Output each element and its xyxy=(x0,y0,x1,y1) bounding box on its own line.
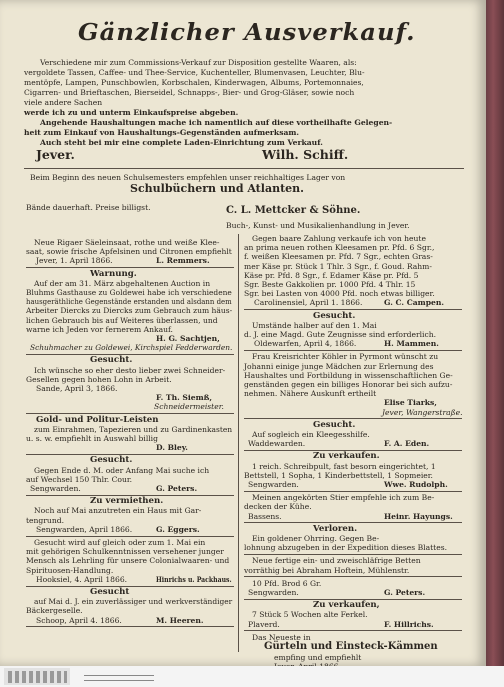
ad-heading: Gold- und Politur-Leisten xyxy=(36,414,159,425)
ad-signature-sub: Schuhmacher zu Goldewei, Kirchspiel Fedderwarden. xyxy=(30,343,233,353)
ad-text-line: Bäckergeselle. xyxy=(26,606,83,616)
ad-date: Sengwarden, April 1866. xyxy=(36,524,133,534)
ad-text-line: vorräthig bei Abraham Hoftein, Mühlenstr. xyxy=(244,565,410,575)
ad-text-line: u. s. w. empfiehlt in Auswahl billig xyxy=(26,434,158,443)
ad-signature: F. A. Eden. xyxy=(384,439,430,449)
ad-text-line: empfing und empfiehlt xyxy=(274,653,362,663)
divider xyxy=(24,168,464,169)
column-divider xyxy=(238,234,239,652)
intro-line: mentöpfe, Lampen, Punschbowlen, Korbschalen, Kinderwagen, Albums, Portemonnaies, xyxy=(24,78,364,87)
ad-text-line: genständen gegen ein billiges Honorar bei sich aufzu- xyxy=(244,380,453,389)
ad-signature: Hinrichs u. Packhaus. xyxy=(156,574,232,584)
divider xyxy=(26,267,234,268)
ad-heading: Zu verkaufen, xyxy=(313,600,380,611)
divider xyxy=(26,626,234,627)
ad-place: Plaverd. xyxy=(248,619,280,629)
ad-text-line: Bluhms Gasthause zu Goldewei habe ich verschiedene xyxy=(26,288,232,297)
ad-text-line: hausgeräthliche Gegenstände erstanden und alsdann dem xyxy=(26,297,232,307)
ad-signature: L. Remmers. xyxy=(156,256,210,266)
ad-signature: D. Bley. xyxy=(156,443,188,453)
divider xyxy=(244,350,462,351)
ad-text-line: warne ich Jeden vor fernerem Ankauf. xyxy=(26,324,173,334)
ad-date: Sande, April 3, 1866. xyxy=(36,384,118,393)
schoolbooks-headline: Schulbüchern und Atlanten. xyxy=(130,182,304,195)
ad-text-line: 10 Pfd. Brod 6 Gr. xyxy=(252,578,322,588)
ad-text-line: Gegen Ende d. M. oder Anfang Mai suche ich xyxy=(34,465,210,475)
intro-line: vergoldete Tassen, Caffee- und Thee-Service, Kuchenteller, Blumenvasen, Leuchter, Blu- xyxy=(24,68,365,77)
ad-text-line: f. weißen Kleesamen pr. Pfd. 7 Sgr., echten Gras- xyxy=(244,252,433,262)
ad-text-line: Sgr. Beste Gakkolien pr. 1000 Pfd. 4 Thlr. 15 xyxy=(244,280,416,289)
ad-text-line: Haushaltes und Fortbildung in wissenschaftlichen Ge- xyxy=(244,370,453,380)
ad-place: Sengwarden. xyxy=(30,484,81,493)
ad-text-line: Spirituosen-Handlung. xyxy=(26,565,114,575)
ad-signature: G. Peters. xyxy=(156,484,198,493)
ad-signature: G. C. Campen. xyxy=(384,298,445,308)
ad-heading: Gesucht. xyxy=(90,355,133,366)
intro-line: werde ich zu und unterm Einkaufspreise abgeben. xyxy=(24,108,239,117)
ad-heading: Gesucht. xyxy=(90,455,133,466)
ad-signature: M. Heeren. xyxy=(156,615,204,625)
schoolbooks-note: Bände dauerhaft. Preise billigst. xyxy=(26,203,151,212)
ad-date: Oldewarfen, April 4, 1866. xyxy=(254,339,357,349)
divider xyxy=(26,586,234,587)
divider xyxy=(26,536,234,537)
schoolbooks-firm-sub: Buch-, Kunst- und Musikalienhandlung in Jever. xyxy=(226,221,410,230)
ad-text-line: Mensch als Lehrling für unsere Colonialwaaren- und xyxy=(26,556,230,566)
ad-date: Schoop, April 4. 1866. xyxy=(36,615,122,625)
ad-text-line: Auf der am 31. März abgehaltenen Auction in xyxy=(34,278,211,288)
ad-text-line: Ein goldener Ohrring. Gegen Be- xyxy=(252,534,380,543)
ad-text-line: Bettstell, 1 Sopha, 1 Kinderbettstell, 1 Sopmeier. xyxy=(244,470,433,480)
ad-text-line: 1 reich. Schreibpult, fast besorn eingerichtet, 1 xyxy=(252,461,436,471)
divider xyxy=(244,554,462,555)
ad-text-line: Sgr. bei Lasten von 4000 Pfd. noch etwas billiger. xyxy=(244,289,435,299)
library-logo-icon xyxy=(4,668,70,685)
ad-text-line: Käse pr. Pfd. 8 Sgr., f. Edamer Käse pr. Pfd. 5 xyxy=(244,270,419,280)
scale-bar xyxy=(84,675,154,681)
ad-place: Bassens. xyxy=(248,511,282,521)
ad-text-line: Gesellen gegen hohen Lohn in Arbeit. xyxy=(26,374,172,384)
ad-text-line: auf Wechsel 150 Thlr. Cour. xyxy=(26,474,133,484)
ad-text-line: an prima neuen rothen Kleesamen pr. Pfd. 6 Sgr., xyxy=(244,243,435,253)
intro-place: Jever. xyxy=(36,147,75,162)
ad-heading: Warnung. xyxy=(90,268,137,279)
ad-place: Waddewarden. xyxy=(248,439,306,449)
ad-date: Carolinensiel, April 1. 1866. xyxy=(254,298,363,308)
ad-signature: Elise Tiarks, xyxy=(384,398,437,408)
schoolbooks-firm: C. L. Mettcker & Söhne. xyxy=(226,205,361,216)
ad-signature: F. Th. Siemß, xyxy=(156,393,213,403)
ad-date: Hooksiel, 4. April 1866. xyxy=(36,574,128,584)
ad-text-line: decken der Kühe. xyxy=(244,502,312,512)
ad-date: Jever, 1. April 1866. xyxy=(36,256,113,266)
intro-line: heit zum Einkauf von Haushaltungs-Gegenständen aufmerksam. xyxy=(24,128,300,137)
ad-heading: Gesucht xyxy=(90,587,130,597)
ad-text-line: 7 Stück 5 Wochen alte Ferkel. xyxy=(252,610,368,620)
ad-text-line: d. J. eine Magd. Gute Zeugnisse sind erforderlich. xyxy=(244,330,437,339)
intro-line: Verschiedene mir zum Commissions-Verkauf zur Disposition gestellte Waaren, als: xyxy=(40,58,357,67)
ad-text-line: Frau Kreisrichter Köhler in Pyrmont wünscht zu xyxy=(252,352,439,362)
ad-text-line: Auf sogleich ein Kleegesshilfe. xyxy=(252,430,370,439)
intro-line: Auch steht bei mir eine complete Laden-Einrichtung zum Verkauf. xyxy=(40,138,323,147)
ad-heading: Zu verkaufen. xyxy=(313,451,380,462)
divider xyxy=(244,309,462,310)
ad-place: Sengwarden. xyxy=(248,588,299,597)
divider xyxy=(244,630,462,631)
ad-heading: Zu vermiethen. xyxy=(90,496,164,507)
ad-text-line: Arbeiter Diercks zu Diercks zum Gebrauch zum häus- xyxy=(26,306,233,316)
ad-text-line: Neue Rigaer Säeleinsaat, rothe und weiße Klee- xyxy=(34,238,220,247)
ad-text-line: saat, sowie frische Apfelsinen und Citronen empfiehlt xyxy=(26,247,232,257)
ad-signature: G. Eggers. xyxy=(156,524,200,534)
ad-signature: Wwe. Rudolph. xyxy=(384,480,448,489)
ad-signature-sub: Jever, Wangerstraße. xyxy=(382,407,463,417)
ad-text-line: Noch auf Mai anzutreten ein Haus mit Gar- xyxy=(34,506,202,516)
intro-signer: Wilh. Schiff. xyxy=(262,147,349,162)
intro-line: Angehende Haushaltungen mache ich namentlich auf diese vortheilhafte Gelegen- xyxy=(40,118,393,127)
book-spine xyxy=(486,0,504,666)
ad-text-line: tengrund. xyxy=(26,515,64,525)
ad-text-line: mer Käse pr. Stück 1 Thlr. 3 Sgr., f. Goud. Rahm- xyxy=(244,261,432,271)
ad-heading: Gesucht. xyxy=(313,419,356,430)
ad-text-line: auf Mai d. J. ein zuverlässiger und werkverständiger xyxy=(34,597,233,607)
ad-text-line: Johanni einige junge Mädchen zur Erlernung des xyxy=(244,361,434,371)
divider xyxy=(26,413,234,414)
ad-text-line: Das Neueste in xyxy=(252,632,311,642)
ad-text-line: Umstände halber auf den 1. Mai xyxy=(252,320,377,330)
ad-signature: H. G. Sachtjen, xyxy=(156,334,220,343)
divider xyxy=(244,491,462,492)
page-title: Gänzlicher Ausverkauf. xyxy=(78,19,416,46)
ad-signature-sub: Schneidermeister. xyxy=(154,402,224,412)
ad-text-line: zum Einrahmen, Tapezieren und zu Gardinenkasten xyxy=(34,424,233,434)
ad-heading: Gesucht. xyxy=(313,310,356,321)
ad-text-line: Ich wünsche so eher desto lieber zwei Schneider- xyxy=(34,365,226,375)
divider xyxy=(244,576,462,577)
intro-line: Cigarren- und Brieftaschen, Bierseidel, Schnapps-, Bier- und Grog-Gläser, sowie noch xyxy=(24,88,355,97)
ad-signature: F. Hillrichs. xyxy=(384,619,434,629)
ad-text-line: Meinen angekörten Stier empfehle ich zum Be- xyxy=(252,493,435,503)
ad-text-line: Gegen baare Zahlung verkaufe ich von heute xyxy=(252,234,426,243)
ad-signature: H. Mammen. xyxy=(384,339,439,349)
ad-signature: G. Peters. xyxy=(384,588,426,597)
ad-text-line: Neue fertige ein- und zweischläfrige Betten xyxy=(252,556,421,566)
footer-bar xyxy=(0,666,504,687)
schoolbooks-line: Beim Beginn des neuen Schulsemesters empfehlen unser reichhaltiges Lager von xyxy=(30,173,346,182)
ad-place: Sengwarden. xyxy=(248,480,299,489)
ad-heading: Verloren. xyxy=(313,523,358,534)
ad-text-line: lichen Gebrauch bis auf Weiteres überlassen, und xyxy=(26,315,218,325)
ad-heading: Gürteln und Einsteck-Kämmen xyxy=(264,641,438,652)
ad-text-line: lohnung abzugeben in der Expedition dieses Blattes. xyxy=(244,543,448,553)
ad-text-line: Gesucht wird auf gleich oder zum 1. Mai ein xyxy=(34,538,206,547)
intro-line: viele andere Sachen xyxy=(24,98,103,107)
ad-text-line: nehmen. Nähere Auskunft ertheilt xyxy=(244,389,377,399)
ad-signature: Heinr. Hayungs. xyxy=(384,511,453,521)
ad-text-line: mit gehörigen Schulkenntnissen versehener junger xyxy=(26,547,224,557)
